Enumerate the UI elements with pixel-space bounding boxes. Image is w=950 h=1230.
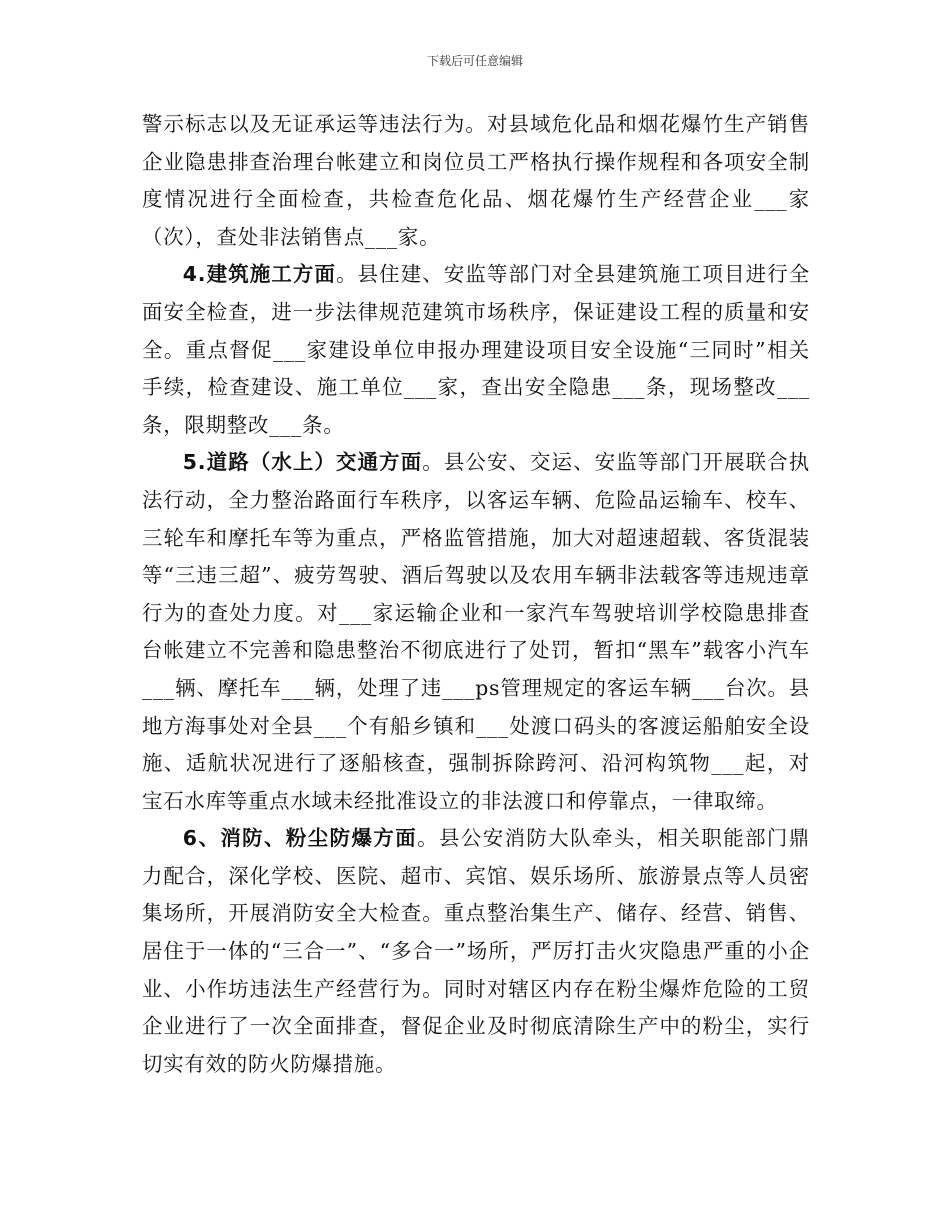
- paragraph-text: 。县公安消防大队牵头，相关职能部门鼎力配合，深化学校、医院、超市、宾馆、娱乐场所、旅游景点等人员密集场所，开展消防安全大检查。重点整治集生产、储存、经营、销售、居住于一体的“三合一”、“多合一”场所，严厉打击火灾隐患严重的小企业、小作坊违法生产经营行为。同时对辖区内存在粉尘爆炸危险的工贸企业进行了一次全面排查，督促企业及时彻底清除生产中的粉尘，实行切实有效的防火防爆措施。: [142, 826, 810, 1076]
- section-heading-traffic: 5.道路（水上）交通方面: [182, 450, 423, 475]
- paragraph-fire-dust: [142, 820, 810, 1083]
- section-heading-fire-dust: 6、消防、粉尘防爆方面: [182, 826, 418, 851]
- paragraph-construction: [142, 256, 810, 444]
- paragraph-text: 。县住建、安监等部门对全县建筑施工项目进行全面安全检查，进一步法律规范建筑市场秩序，保证建设工程的质量和安全。重点督促___家建设单位申报办理建设项目安全设施“三同时”相关手续，检查建设、施工单位___家，查出安全隐患___条，现场整改___条，限期整改___条。: [142, 262, 810, 437]
- paragraph-text: 警示标志以及无证承运等违法行为。对县域危化品和烟花爆竹生产销售企业隐患排查治理台帐建立和岗位员工严格执行操作规程和各项安全制度情况进行全面检查，共检查危化品、烟花爆竹生产经营企业___家（次），查处非法销售点___家。: [142, 112, 810, 249]
- paragraph-traffic: [142, 444, 810, 820]
- paragraph-continuation: [142, 106, 810, 256]
- section-heading-construction: 4.建筑施工方面: [182, 262, 337, 287]
- document-body: [142, 106, 810, 1083]
- page-header: 下载后可任意编辑: [426, 54, 523, 68]
- paragraph-text: 。县公安、交运、安监等部门开展联合执法行动，全力整治路面行车秩序，以客运车辆、危险品运输车、校车、三轮车和摩托车等为重点，严格监管措施，加大对超速超载、客货混装等“三违三超”、疲劳驾驶、酒后驾驶以及农用车辆非法载客等违规违章行为的查处力度。对___家运输企业和一家汽车驾驶培训学校隐患排查台帐建立不完善和隐患整治不彻底进行了处罚，暂扣“黑车”载客小汽车___辆、摩托车___辆，处理了违___ps管理规定的客运车辆___台次。县地方海事处对全县___个有船乡镇和___处渡口码头的客渡运船舶安全设施、适航状况进行了逐船核查，强制拆除跨河、沿河构筑物___起，对宝石水库等重点水域未经批准设立的非法渡口和停靠点，一律取缔。: [142, 450, 810, 813]
